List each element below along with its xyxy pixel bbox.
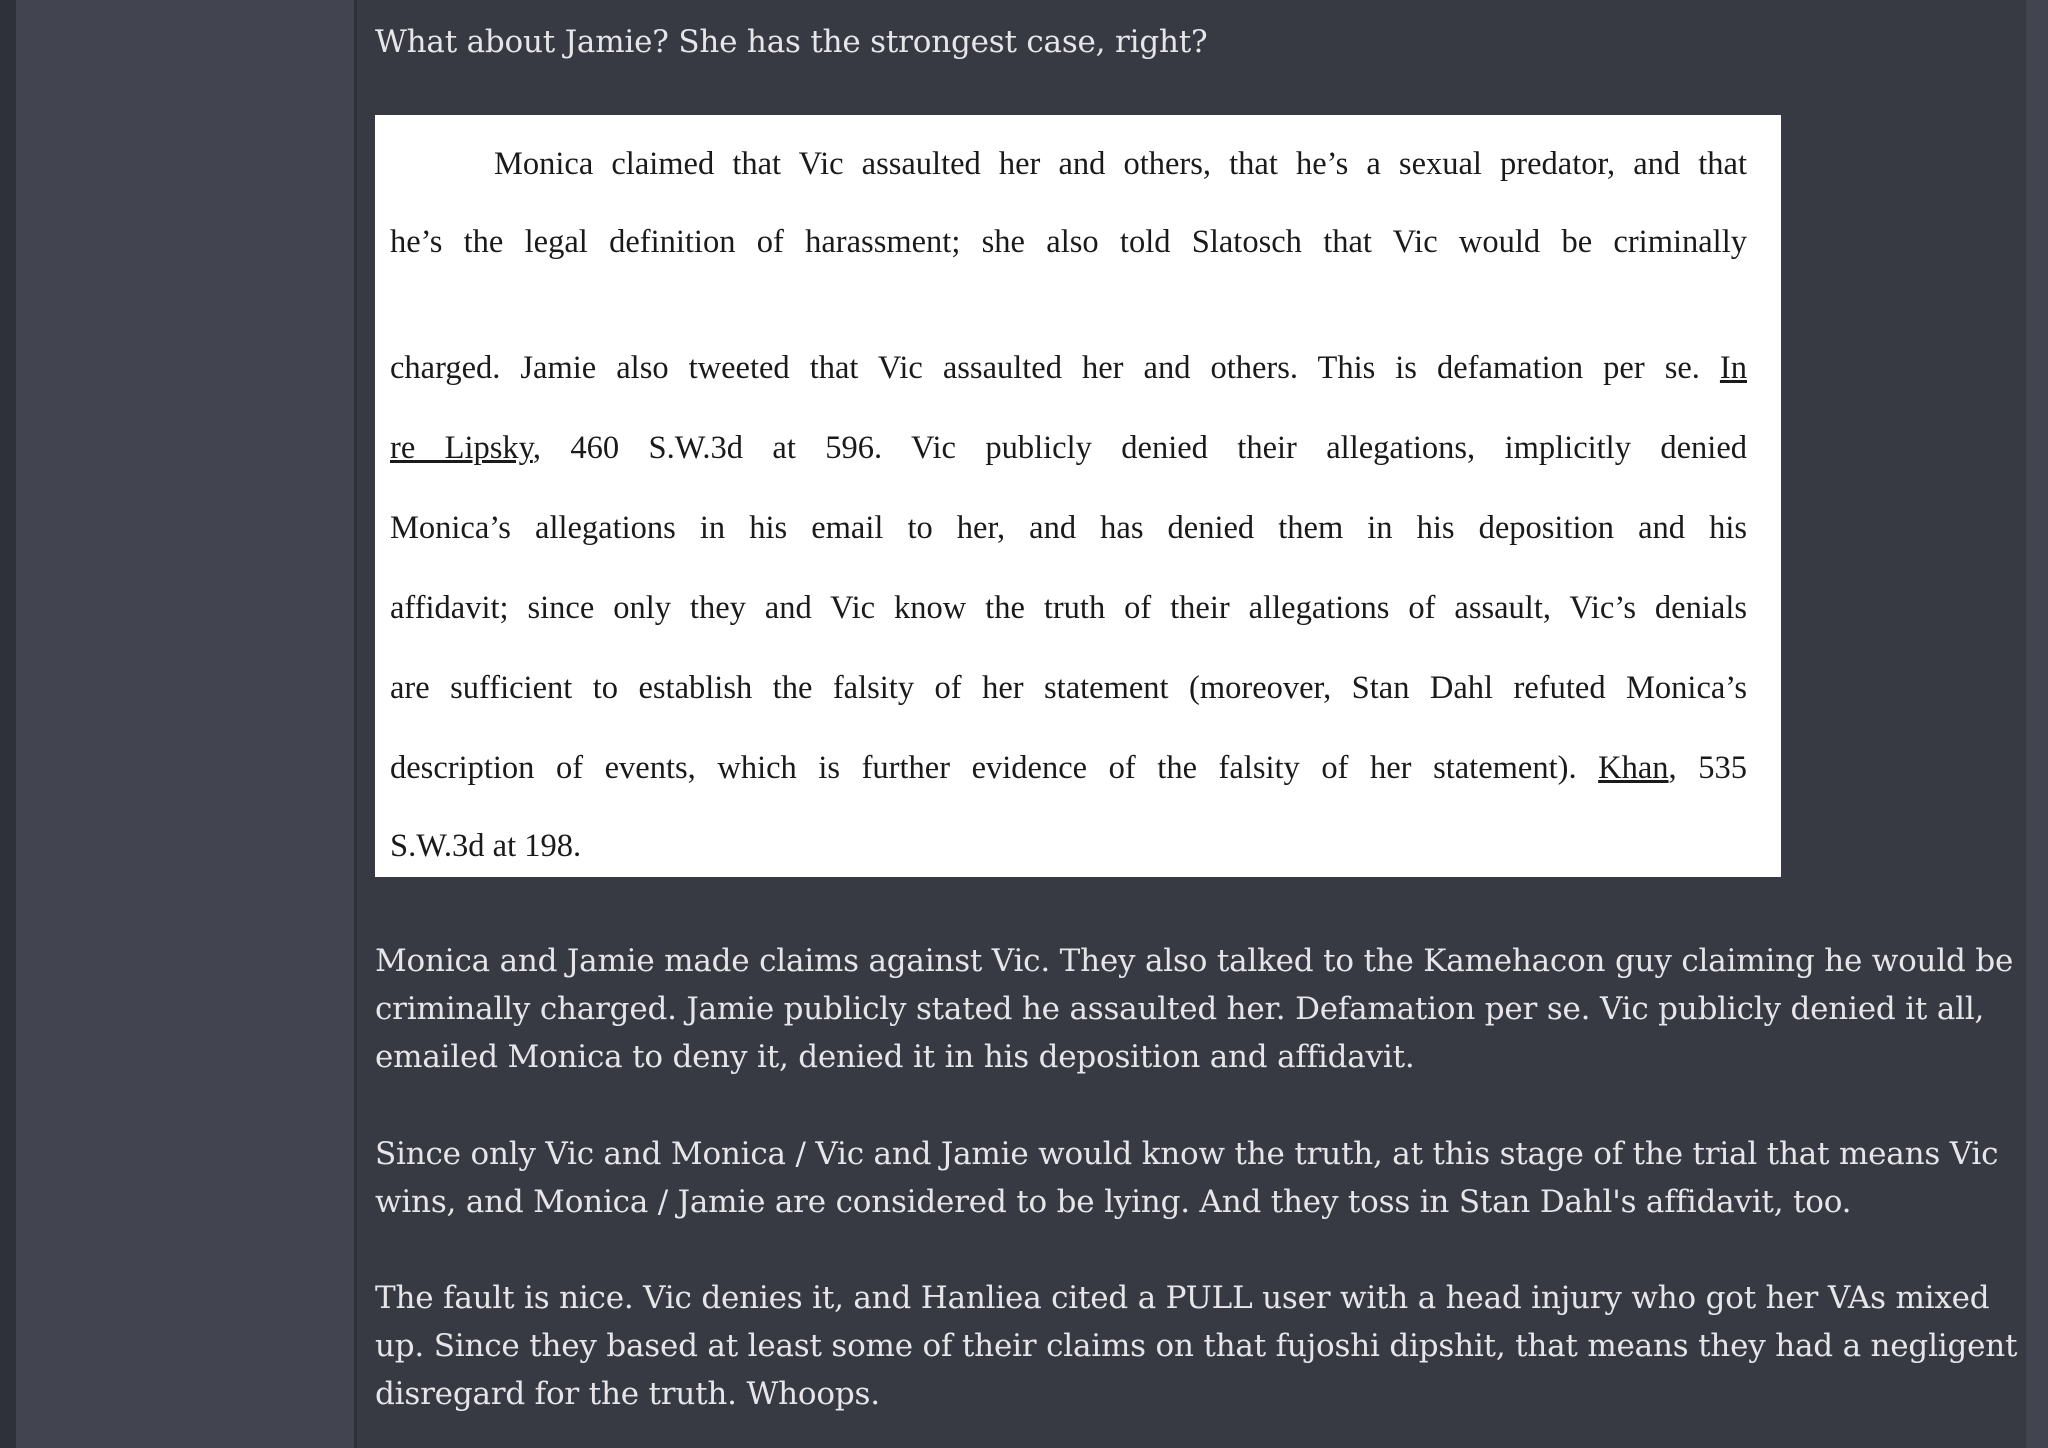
paragraph-line: The fault is nice. Vic denies it, and Hanliea cited a PULL user with a head injury who got her VAs mixed	[375, 1280, 1990, 1316]
excerpt-text: charged. Jamie also tweeted that Vic assaulted her and others. This is defamation per se.	[390, 350, 1720, 386]
excerpt-line	[390, 348, 1747, 388]
excerpt-line: are sufficient to establish the falsity of her statement (moreover, Stan Dahl refuted Monica’s	[390, 670, 1747, 706]
excerpt-line	[390, 748, 1747, 788]
post-sidebar	[16, 0, 354, 1448]
excerpt-line: affidavit; since only they and Vic know the truth of their allegations of assault, Vic’s denials	[390, 590, 1747, 626]
excerpt-line: S.W.3d at 198.	[390, 828, 582, 864]
post-paragraph	[375, 937, 2015, 1081]
post-paragraph	[375, 1274, 2018, 1418]
sidebar-divider	[354, 0, 357, 1448]
excerpt-line	[390, 428, 1747, 468]
post-paragraph	[375, 1130, 2015, 1226]
excerpt-line: Monica’s allegations in his email to her, and has denied them in his deposition and his	[390, 510, 1747, 546]
paragraph-line: criminally charged. Jamie publicly stated he assaulted her. Defamation per se. Vic publicly denied it all,	[375, 991, 1985, 1027]
paragraph-line: Since only Vic and Monica / Vic and Jamie would know the truth, at this stage of the trial that means Vic	[375, 1136, 1999, 1172]
paragraph-line: emailed Monica to deny it, denied it in his deposition and affidavit.	[375, 1039, 1415, 1075]
excerpt-text: , 460 S.W.3d at 596. Vic publicly denied their allegations, implicitly denied	[532, 430, 1747, 466]
post-question: What about Jamie? She has the strongest case, right?	[375, 24, 1208, 60]
scrollbar-track[interactable]	[2026, 0, 2048, 1448]
paragraph-line: up. Since they based at least some of their claims on that fujoshi dipshit, that means they had a negligent	[375, 1328, 2018, 1364]
case-citation: In	[1719, 350, 1747, 386]
case-citation: re Lipsky	[390, 430, 533, 466]
case-citation: Khan	[1598, 750, 1669, 786]
excerpt-text: description of events, which is further evidence of the falsity of her statement).	[390, 750, 1599, 786]
excerpt-line: he’s the legal definition of harassment; she also told Slatosch that Vic would be criminally	[390, 224, 1747, 260]
excerpt-text: , 535	[1668, 750, 1747, 786]
excerpt-line: Monica claimed that Vic assaulted her and others, that he’s a sexual predator, and that	[494, 146, 1747, 182]
paragraph-line: disregard for the truth. Whoops.	[375, 1376, 880, 1412]
paragraph-line: wins, and Monica / Jamie are considered to be lying. And they toss in Stan Dahl's affidavit, too.	[375, 1184, 1852, 1220]
window-edge	[0, 0, 16, 1448]
paragraph-line: Monica and Jamie made claims against Vic. They also talked to the Kamehacon guy claiming he would be	[375, 943, 2014, 979]
court-document-excerpt-image	[375, 115, 1781, 877]
